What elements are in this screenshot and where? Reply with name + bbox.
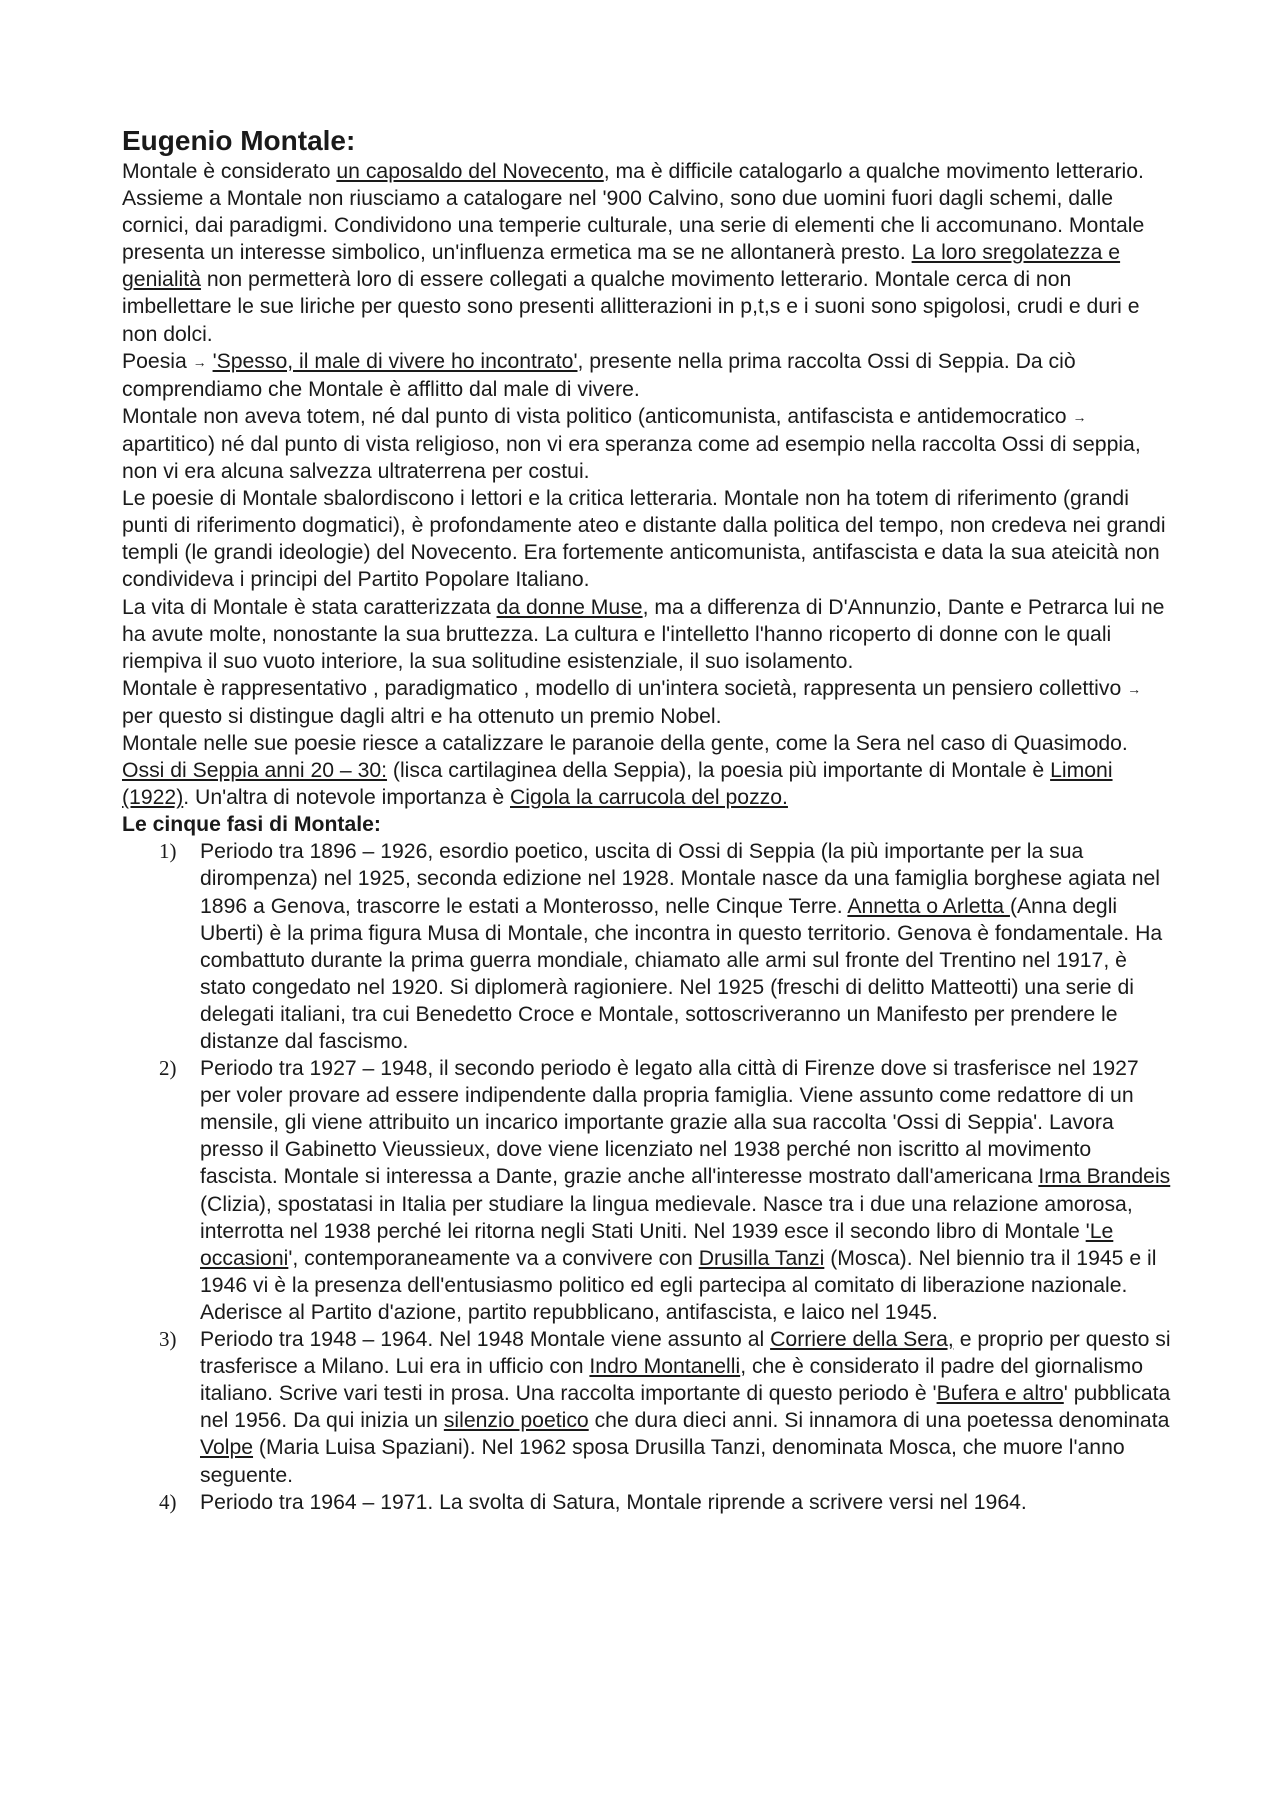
paragraph-rappresentativo: Montale è rappresentativo , paradigmatico , modello di un'intera società, rappresenta un pensiero collettivo → per questo si distingue dagli altri e ha ottenuto un premio Nobel. — [122, 676, 1142, 728]
underlined-phrase: La loro sregolatezza e genialità — [122, 241, 1121, 292]
underlined-phrase: Indro Montanelli — [589, 1355, 741, 1379]
paragraph-critica: Le poesie di Montale sbalordiscono i lettori e la critica letteraria. Montale non ha totem di riferimento (grandi punti di riferimento dogmatici), è profondamente ateo e distante dalla politica del tempo, non credeva nei grandi templi (le grandi ideologie) del Novecento. Era fortemente anticomunista, antifascista e data la sua ateicità non condivideva i principi del Partito Popolare Italiano. — [122, 487, 1166, 592]
paragraph-intro: Montale è considerato un caposaldo del Novecento, ma è difficile catalogarlo a qualche movimento letterario. Assieme a Montale non riusciamo a catalogare nel '900 Calvino, sono due uomini fuori dagli schemi, dalle cornici, dai paradigmi. Condividono una temperie culturale, una serie di elementi che li accomunano. Montale presenta un interesse simbolico, un'influenza ermetica ma se ne allontanerà presto. La loro sregolatezza e genialità non permetterà loro di essere collegati a qualche movimento letterario. Montale cerca di non imbellettare le sue liriche per questo sono presenti allitterazioni in p,t,s e i suoni sono spigolosi, crudi e duri e non dolci. — [122, 160, 1145, 346]
paragraph-ossi: Ossi di Seppia anni 20 – 30: (lisca cartilaginea della Seppia), la poesia più importante di Montale è Limoni (1922). Un'altra di notevole importanza è Cigola la carrucola del pozzo. — [122, 759, 1113, 810]
phase-item-4: 4) Periodo tra 1964 – 1971. La svolta di Satura, Montale riprende a scrivere versi nel 1964. — [122, 1489, 1172, 1516]
phases-heading: Le cinque fasi di Montale: — [122, 813, 381, 837]
underlined-phrase: Volpe — [200, 1436, 254, 1460]
right-arrow-icon: → — [192, 353, 207, 370]
underlined-phrase: Cigola la carrucola del pozzo. — [510, 786, 788, 810]
underlined-phrase: Drusilla Tanzi — [698, 1246, 825, 1270]
underlined-phrase: 'Le occasioni — [200, 1219, 1114, 1270]
paragraph-totem: Montale non aveva totem, né dal punto di vista politico (anticomunista, antifascista e antidemocratico → apartitico) né dal punto di vista religioso, non vi era speranza come ad esempio nella raccolta Ossi di seppia, non vi era alcuna salvezza ultraterrena per costui. — [122, 404, 1141, 484]
underlined-phrase: da donne Muse — [496, 595, 643, 619]
phase-item-2: 2) Periodo tra 1927 – 1948, il secondo periodo è legato alla città di Firenze dove si trasferisce nel 1927 per voler provare ad essere indipendente dalla propria famiglia. Viene assunto come redattore di un mensile, gli viene attribuito un incarico importante grazie alla sua raccolta 'Ossi di Seppia'. Lavora presso il Gabinetto Vieussieux, dove viene licenziato nel 1938 perché non iscritto al movimento fascista. Montale si interessa a Dante, grazie anche all'interesse mostrato dall'americana Irma Brandeis (Clizia), spostatasi in Italia per studiare la lingua medievale. Nasce tra i due una relazione amorosa, interrotta nel 1938 perché lei ritorna negli Stati Uniti. Nel 1939 esce il secondo libro di Montale 'Le occasioni', contemporaneamente va a convivere con Drusilla Tanzi (Mosca). Nel biennio tra il 1945 e il 1946 vi è la presenza dell'entusiasmo politico ed egli partecipa al comitato di liberazione nazionale. Aderisce al Partito d'azione, partito repubblicano, antifascista, e laico nel 1945. — [159, 1056, 1171, 1324]
underlined-phrase: Corriere della Sera, — [770, 1328, 954, 1352]
underlined-phrase: Limoni (1922) — [122, 759, 1113, 810]
paragraph-paranoie: Montale nelle sue poesie riesce a catalizzare le paranoie della gente, come la Sera nel caso di Quasimodo. — [122, 731, 1128, 755]
underlined-phrase: Ossi di Seppia anni 20 – 30: — [122, 759, 388, 783]
right-arrow-icon: → — [1127, 680, 1142, 697]
underlined-phrase: un caposaldo del Novecento — [336, 160, 604, 183]
underlined-phrase: Bufera e altro — [936, 1382, 1064, 1406]
list-number: 2) — [159, 1056, 177, 1081]
paragraph-poesia: Poesia → 'Spesso, il male di vivere ho incontrato', presente nella prima raccolta Ossi di Seppia. Da ciò comprendiamo che Montale è afflitto dal male di vivere. — [122, 349, 1076, 401]
underlined-phrase: silenzio poetico — [443, 1409, 589, 1433]
list-number: 4) — [159, 1489, 177, 1514]
page-title: Eugenio Montale: — [122, 125, 356, 156]
list-number: 3) — [159, 1327, 177, 1352]
underlined-phrase: Irma Brandeis — [1038, 1165, 1171, 1189]
underlined-phrase: 'Spesso, il male di vivere ho incontrato' — [212, 349, 578, 373]
document-page — [122, 124, 1172, 1516]
phase-item-3: 3) Periodo tra 1948 – 1964. Nel 1948 Montale viene assunto al Corriere della Sera, e proprio per questo si trasferisce a Milano. Lui era in ufficio con Indro Montanelli, che è considerato il padre del giornalismo italiano. Scrive vari testi in prosa. Una raccolta importante di questo periodo è 'Bufera e altro' pubblicata nel 1956. Da qui inizia un silenzio poetico che dura dieci anni. Si innamora di una poetessa denominata Volpe (Maria Luisa Spaziani). Nel 1962 sposa Drusilla Tanzi, denominata Mosca, che muore l'anno seguente. — [159, 1327, 1171, 1487]
right-arrow-icon: → — [1072, 408, 1087, 425]
phase-item-1: 1) Periodo tra 1896 – 1926, esordio poetico, uscita di Ossi di Seppia (la più importante per la sua dirompenza) nel 1925, seconda edizione nel 1928. Montale nasce da una famiglia borghese agiata nel 1896 a Genova, trascorre le estati a Monterosso, nelle Cinque Terre. Annetta o Arletta (Anna degli Uberti) è la prima figura Musa di Montale, che incontra in questo territorio. Genova è fondamentale. Ha combattuto durante la prima guerra mondiale, chiamato alle armi sul fronte del Trentino nel 1917, è stato congedato nel 1920. Si diplomerà ragioniere. Nel 1925 (freschi di delitto Matteotti) una serie di delegati italiani, tra cui Benedetto Croce e Montale, sottoscriveranno un Manifesto per prendere le distanze dal fascismo. — [159, 839, 1163, 1053]
phases-list — [122, 838, 1172, 1515]
paragraph-muse: La vita di Montale è stata caratterizzata da donne Muse, ma a differenza di D'Annunzio, Dante e Petrarca lui ne ha avute molte, nonostante la sua bruttezza. La cultura e l'intelletto l'hanno ricoperto di donne con le quali riempiva il suo vuoto interiore, la sua solitudine esistenziale, il suo isolamento. — [122, 595, 1165, 673]
underlined-phrase: Annetta o Arletta — [847, 894, 1010, 918]
list-number: 1) — [159, 839, 177, 864]
